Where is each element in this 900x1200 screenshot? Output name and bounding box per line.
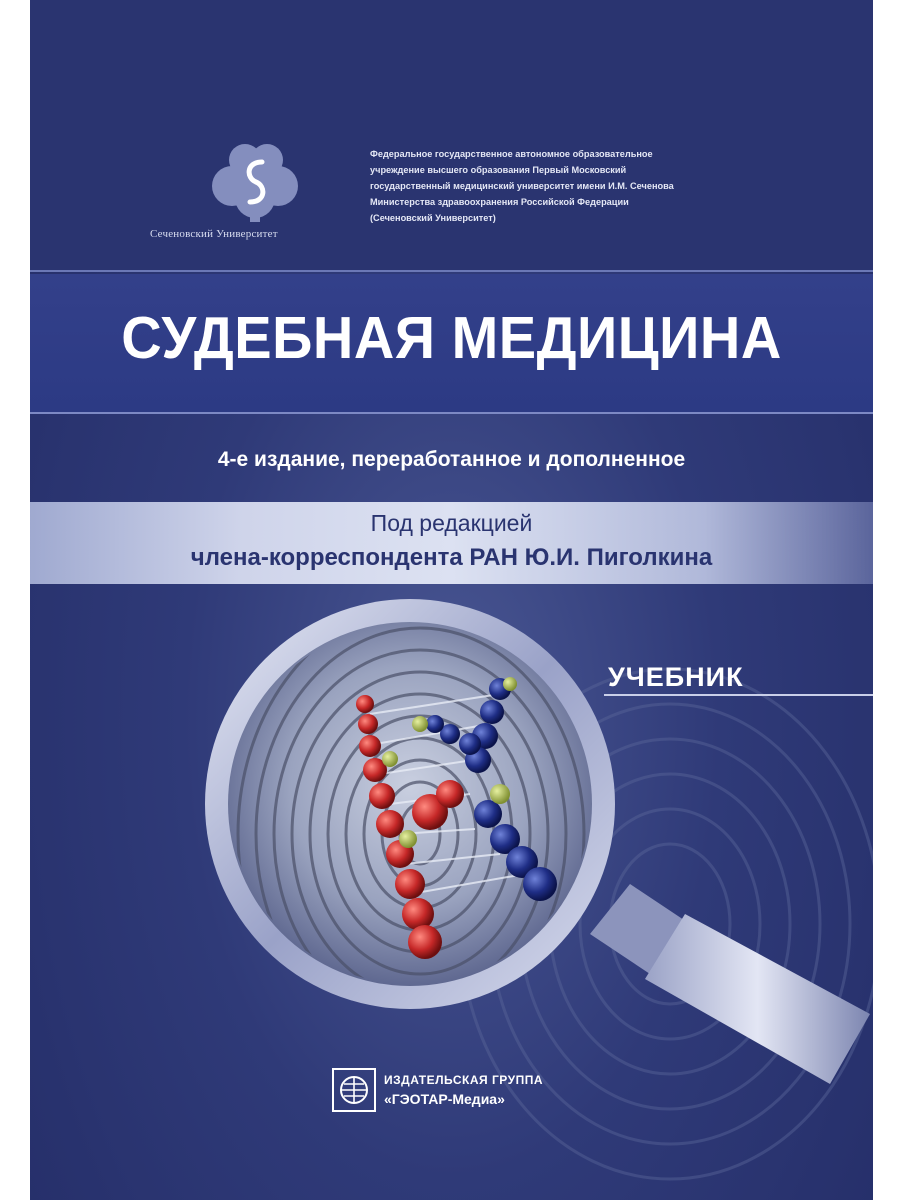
magnifier-lens: [228, 622, 592, 986]
editor-intro: Под редакцией: [370, 510, 533, 536]
editor-name: члена-корреспондента РАН Ю.И. Пиголкина: [190, 544, 713, 571]
publisher-name: «ГЭОТАР-Медиа»: [384, 1091, 505, 1107]
book-title: СУДЕБНАЯ МЕДИЦИНА: [121, 304, 782, 371]
book-cover: [30, 0, 873, 1200]
university-caption: Сеченовский Университет: [150, 228, 278, 240]
organization-description: Федеральное государственное автономное образовательное учреждение высшего образования Первый Московский государственный медицинский университет имени И.М. Сеченова Министерства здравоохранения Российской Федерации (Сеченовский Университет): [370, 149, 674, 223]
edition-info: 4-е издание, переработанное и дополненное: [217, 448, 686, 471]
book-type-label: УЧЕБНИК: [608, 662, 744, 692]
header-divider: [30, 270, 873, 272]
magnifier-dna-illustration: [30, 584, 873, 1200]
publisher-group-label: ИЗДАТЕЛЬСКАЯ ГРУППА: [384, 1073, 543, 1087]
publisher-logo-icon: [332, 1068, 376, 1112]
book-type-underline: [604, 694, 873, 696]
